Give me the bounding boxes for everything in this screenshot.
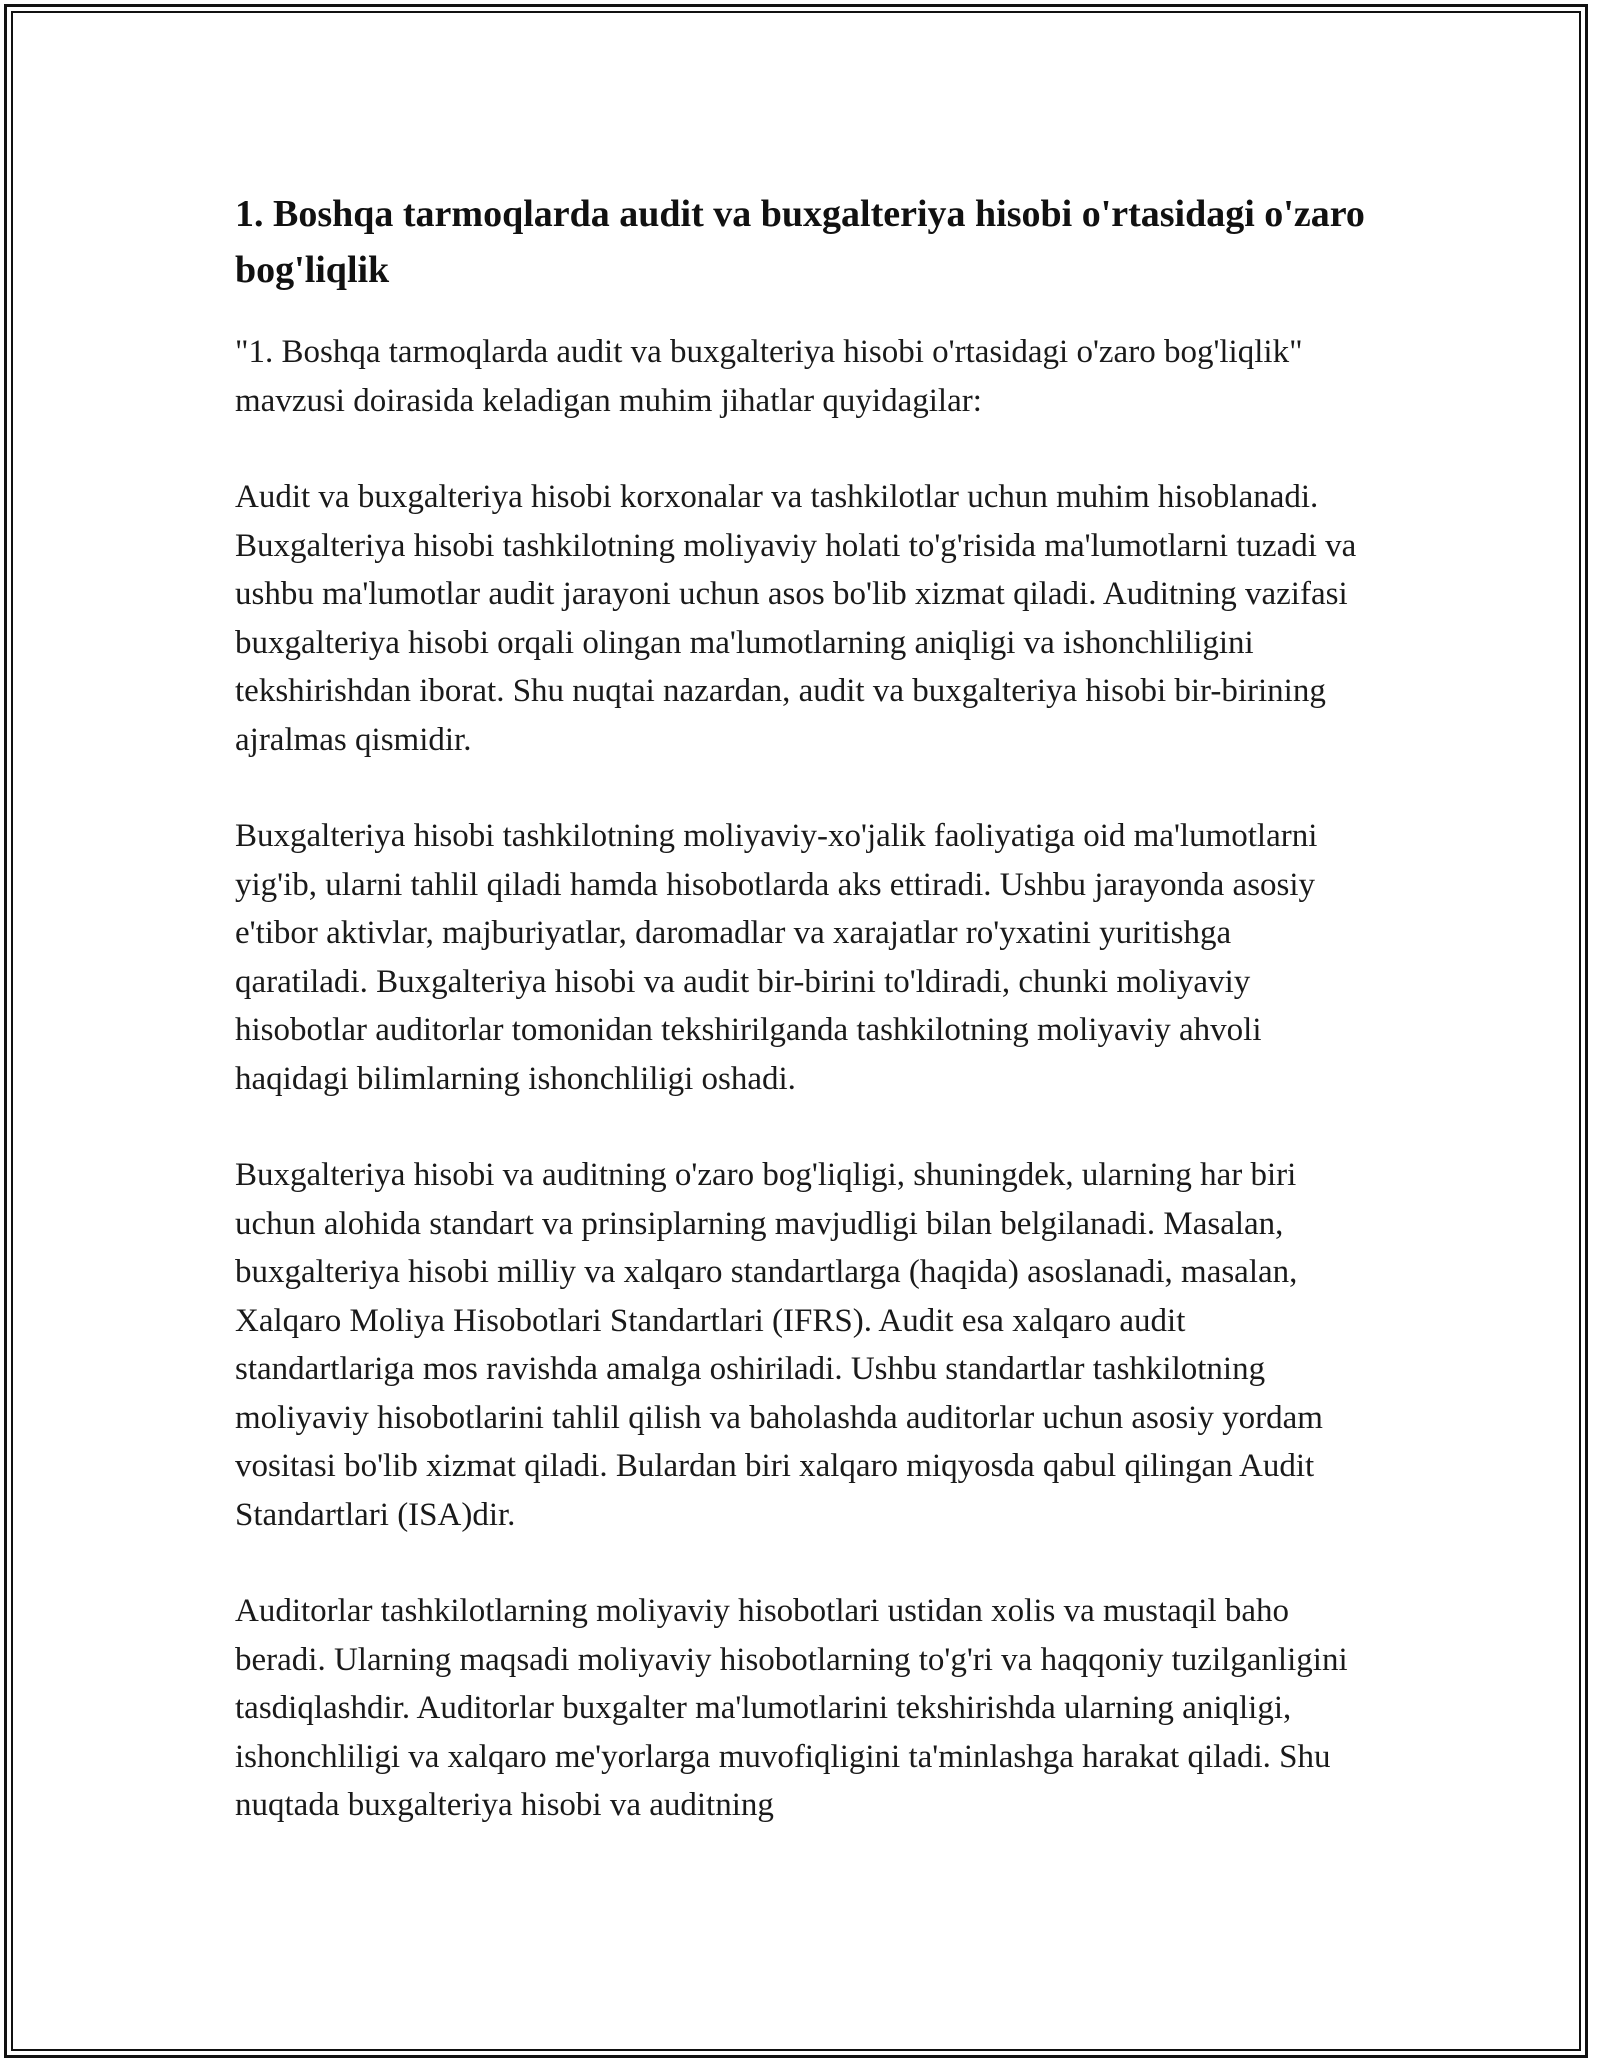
paragraph-auditors: Auditorlar tashkilotlarning moliyaviy hisobotlari ustidan xolis va mustaqil baho beradi. Ularning maqsadi moliyaviy hisobotlarning to'g'ri va haqqoniy tuzilganligini tasdiqlashdir. Auditorlar buxgalter ma'lumotlarini tekshirishda ularning aniqligi, ishonchliligi va xalqaro me'yorlarga muvofiqligini ta'minlashga harakat qiladi. Shu nuqtada buxgalteriya hisobi va auditning [235, 1593, 1348, 1823]
document-title: 1. Boshqa tarmoqlarda audit va buxgalteriya hisobi o'rtasidagi o'zaro bog'liqlik [235, 193, 1365, 291]
paragraph-accounting-role: Buxgalteriya hisobi tashkilotning moliyaviy-xo'jalik faoliyatiga oid ma'lumotlarni yig'ib, ularni tahlil qiladi hamda hisobotlarda aks ettiradi. Ushbu jarayonda asosiy e'tibor aktivlar, majburiyatlar, daromadlar va xarajatlar ro'yxatini yuritishga qaratiladi. Buxgalteriya hisobi va audit bir-birini to'ldiradi, chunki moliyaviy hisobotlar auditorlar tomonidan tekshirilganda tashkilotning moliyaviy ahvoli haqidagi bilimlarning ishonchliligi oshadi. [235, 818, 1318, 1097]
document-body [235, 186, 1365, 1878]
paragraph-standards: Buxgalteriya hisobi va auditning o'zaro bog'liqligi, shuningdek, ularning har biri uchun alohida standart va prinsiplarning mavjudligi bilan belgilanadi. Masalan, buxgalteriya hisobi milliy va xalqaro standartlarga (haqida) asoslanadi, masalan, Xalqaro Moliya Hisobotlari Standartlari (IFRS). Audit esa xalqaro audit standartlariga mos ravishda amalga oshiriladi. Ushbu standartlar tashkilotning moliyaviy hisobotlarini tahlil qilish va baholashda auditorlar uchun asosiy yordam vositasi bo'lib xizmat qiladi. Bulardan biri xalqaro miqyosda qabul qilingan Audit Standartlari (ISA)dir. [235, 1157, 1323, 1533]
paragraph-intro: "1. Boshqa tarmoqlarda audit va buxgalteriya hisobi o'rtasidagi o'zaro bog'liqlik" mavzusi doirasida keladigan muhim jihatlar quyidagilar: [235, 334, 1303, 419]
paragraph-audit-importance: Audit va buxgalteriya hisobi korxonalar va tashkilotlar uchun muhim hisoblanadi. Buxgalteriya hisobi tashkilotning moliyaviy holati to'g'risida ma'lumotlarni tuzadi va ushbu ma'lumotlar audit jarayoni uchun asos bo'lib xizmat qiladi. Auditning vazifasi buxgalteriya hisobi orqali olingan ma'lumotlarning aniqligi va ishonchliligini tekshirishdan iborat. Shu nuqtai nazardan, audit va buxgalteriya hisobi bir-birining ajralmas qismidir. [235, 479, 1357, 758]
